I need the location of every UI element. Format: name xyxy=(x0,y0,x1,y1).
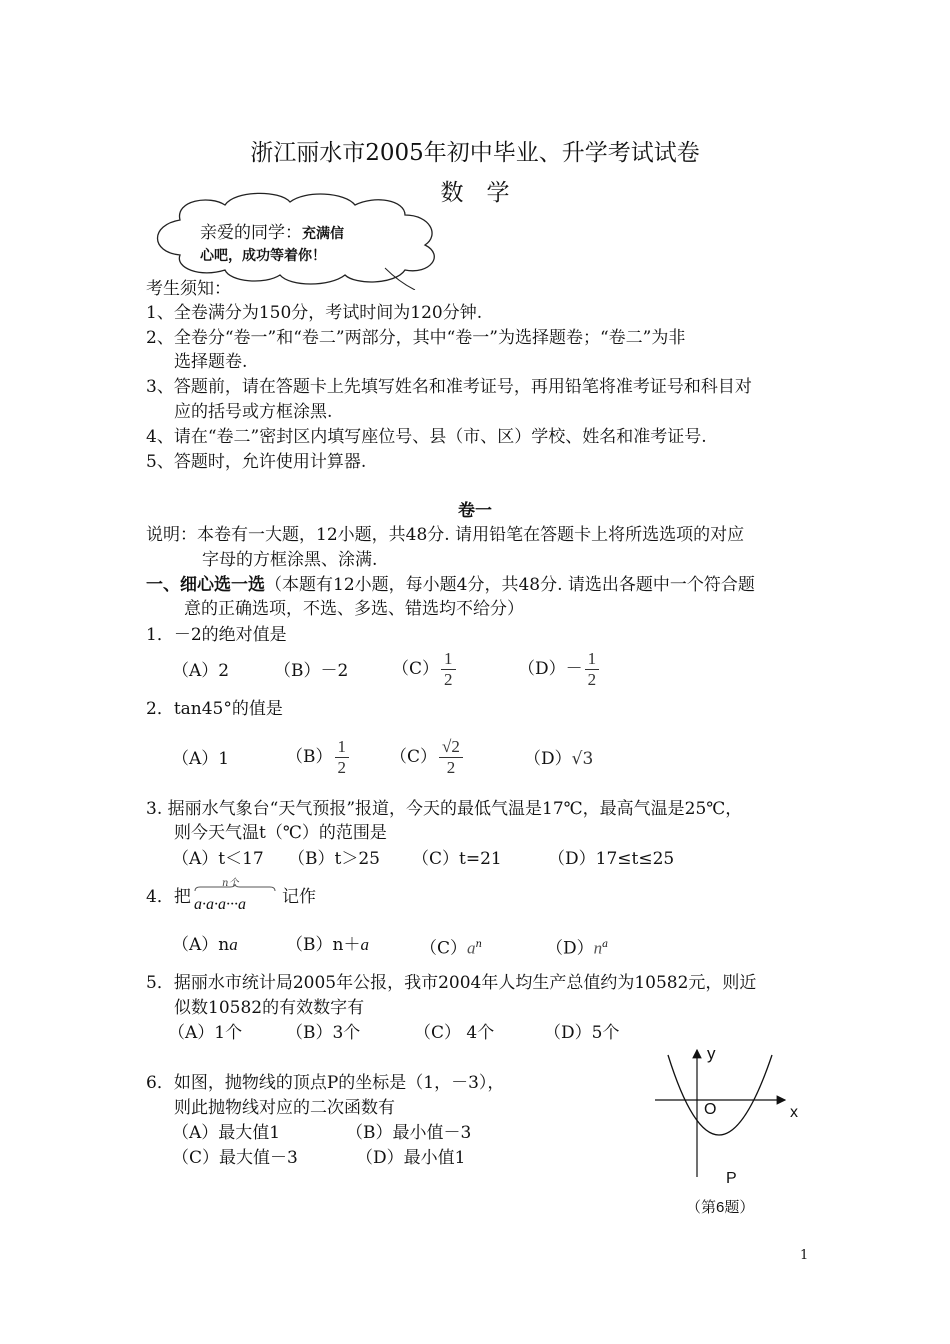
notice-heading: 考生须知： xyxy=(146,279,231,298)
q1-d-fraction: $\frac{1}{2}$ xyxy=(585,650,600,689)
q2-b-fraction: $\frac{1}{2}$ xyxy=(335,738,350,777)
q4-brace-label: n个 xyxy=(222,878,239,889)
q2-d-value: √3 xyxy=(571,749,594,769)
exam-title: 浙江丽水市2005年初中毕业、升学考试试卷 xyxy=(250,140,700,166)
part-label: 一、细心选一选 xyxy=(146,575,265,595)
page-number: 1 xyxy=(800,1248,809,1263)
q4-d-base: n xyxy=(593,938,603,958)
cloud-line2: 心吧，成功等着你！ xyxy=(200,247,326,263)
q4-b-var: a xyxy=(360,935,369,954)
notice-item-1: 1、全卷满分为150分，考试时间为120分钟. xyxy=(146,303,483,323)
q1-option-d: （D）－ xyxy=(518,659,583,679)
q5-stem-1: 5．据丽水市统计局2005年公报，我市2004年人均生产总值约为10582元，则近 xyxy=(146,973,757,993)
fig-y-label: y xyxy=(707,1044,716,1063)
q6-stem-1: 6．如图，抛物线的顶点P的坐标是（1，－3）， xyxy=(146,1073,505,1093)
part-instructions: （本题有12小题，每小题4分，共48分. 请选出各题中一个符合题 xyxy=(265,575,755,595)
q4-option-c: （C） xyxy=(420,938,468,959)
q3-stem-1: 3. 据丽水气象台“天气预报”报道，今天的最低气温是17℃，最高气温是25℃， xyxy=(146,799,743,819)
notice-item-3: 3、答题前，请在答题卡上先填写姓名和准考证号，再用铅笔将准考证号和科目对 xyxy=(146,377,752,397)
section-desc-2: 字母的方框涂黑、涂满. xyxy=(202,550,378,570)
q3-option-d: （D）17≤t≤25 xyxy=(548,849,675,869)
fig-caption: （第6题） xyxy=(686,1199,755,1216)
q3-stem-2: 则今天气温t（℃）的范围是 xyxy=(174,823,387,843)
q2-option-a: （A）1 xyxy=(172,749,230,769)
q4-prefix: 4．把 xyxy=(146,887,191,907)
section-heading: 卷一 xyxy=(458,501,492,521)
q6-option-a: （A）最大值1 xyxy=(172,1123,281,1143)
q2-stem: 2．tan45°的值是 xyxy=(146,699,283,719)
fig-origin-label: O xyxy=(704,1101,717,1118)
q4-suffix: 记作 xyxy=(282,887,316,907)
q3-option-a: （A）t＜17 xyxy=(172,849,264,869)
q5-option-b: （B）3个 xyxy=(286,1023,361,1043)
q6-stem-2: 则此抛物线对应的二次函数有 xyxy=(174,1098,395,1118)
q5-stem-2: 似数10582的有效数字有 xyxy=(174,998,365,1018)
q1-option-c: （C） xyxy=(392,659,440,679)
q1-option-a: （A）2 xyxy=(172,661,230,681)
notice-item-4: 4、请在“卷二”密封区内填写座位号、县（市、区）学校、姓名和准考证号. xyxy=(146,427,707,447)
notice-item-2: 2、全卷分“卷一”和“卷二”两部分，其中“卷一”为选择题卷；“卷二”为非 xyxy=(146,328,686,348)
q1-option-b: （B）－2 xyxy=(274,661,349,681)
q6-option-c: （C）最大值－3 xyxy=(172,1148,298,1168)
q1-c-fraction: $\frac{1}{2}$ xyxy=(441,650,456,689)
cloud-greeting: 亲爱的同学： xyxy=(200,223,302,242)
subject-title: 数 学 xyxy=(440,180,510,206)
q4-option-b: （B）n＋ xyxy=(286,935,361,955)
q5-option-d: （D）5个 xyxy=(544,1023,620,1043)
section-desc-1: 说明：本卷有一大题，12小题，共48分. 请用铅笔在答题卡上将所选选项的对应 xyxy=(146,525,745,545)
q1-stem: 1．－2的绝对值是 xyxy=(146,625,287,645)
q4-expression: a·a·a···a xyxy=(194,896,246,913)
q2-c-fraction: $\frac{√2}{2}$ xyxy=(439,738,463,777)
q5-option-c: （C） 4个 xyxy=(414,1023,495,1043)
fig-vertex-label: P xyxy=(726,1170,737,1187)
q4-c-exp: n xyxy=(475,939,482,950)
notice-item-3-cont: 应的括号或方框涂黑. xyxy=(174,402,333,422)
q3-option-b: （B）t＞25 xyxy=(288,849,380,869)
parabola-curve xyxy=(668,1055,772,1135)
q4-c-base: a xyxy=(467,938,476,958)
q5-option-a: （A）1个 xyxy=(168,1023,243,1043)
q2-option-b: （B） xyxy=(286,747,333,767)
q6-option-d: （D）最小值1 xyxy=(356,1148,466,1168)
q4-option-d: （D） xyxy=(546,938,594,959)
fig-x-label: x xyxy=(790,1104,798,1121)
q2-option-d: （D） xyxy=(524,749,572,769)
q4-d-exp: a xyxy=(602,939,609,950)
q3-option-c: （C）t=21 xyxy=(412,849,502,869)
q4-brace xyxy=(194,884,276,892)
notice-item-5: 5、答题时，允许使用计算器. xyxy=(146,452,367,472)
cloud-line1: 充满信 xyxy=(302,225,344,241)
notice-item-2-cont: 选择题卷. xyxy=(174,352,248,372)
q4-option-a: （A）n xyxy=(172,935,230,955)
q2-option-c: （C） xyxy=(390,747,438,767)
part-instructions-cont: 意的正确选项，不选、多选、错选均不给分） xyxy=(184,599,524,619)
q4-a-var: a xyxy=(229,935,238,954)
q6-option-b: （B）最小值－3 xyxy=(346,1123,472,1143)
